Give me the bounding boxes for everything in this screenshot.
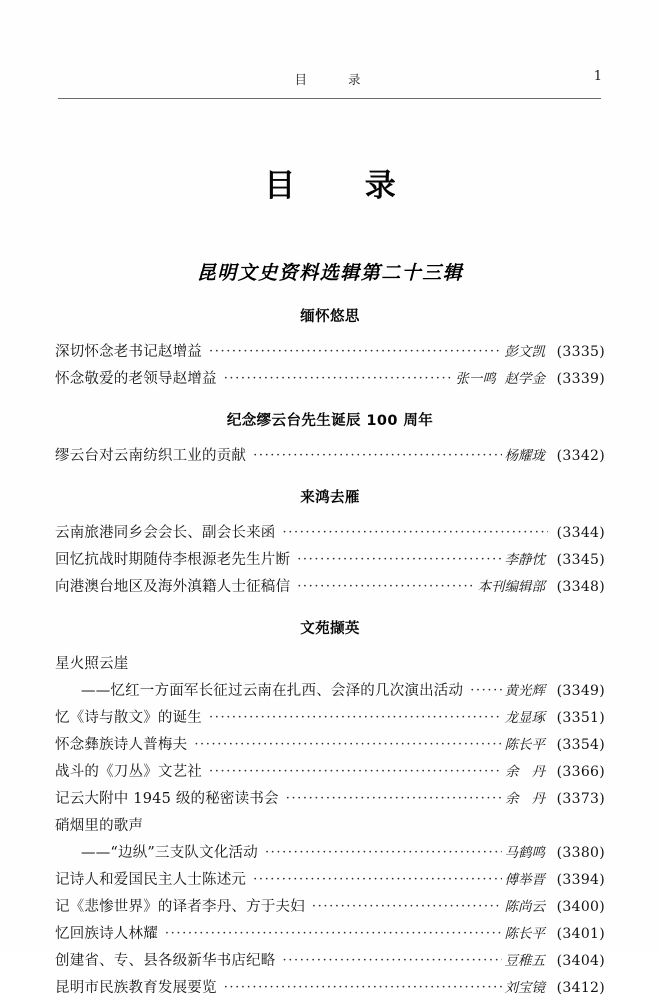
- toc-entry-page: (3345): [556, 552, 605, 568]
- toc-entry-page: (3344): [556, 525, 605, 541]
- toc-section-heading: 缅怀悠思: [300, 309, 360, 325]
- toc-entry[interactable]: [55, 867, 605, 894]
- toc-entry-author: 杨耀珑: [504, 448, 545, 464]
- toc-entry-title: 深切怀念老书记赵增益: [55, 344, 202, 360]
- leader-dots: [209, 762, 502, 776]
- toc-entry-author: 刘宝镜: [504, 980, 545, 996]
- toc-entry-page: (3335): [556, 344, 605, 360]
- leader-dots: [297, 577, 474, 591]
- leader-dots: [470, 681, 501, 695]
- toc-entry-author: 余 丹: [505, 791, 545, 807]
- toc-entry[interactable]: [55, 366, 605, 393]
- toc-entry-title: 战斗的《刀丛》文艺社: [55, 764, 202, 780]
- leader-dots: [312, 897, 502, 911]
- toc-entry-page: (3373): [556, 791, 605, 807]
- toc-section-heading: 纪念缪云台先生诞辰 100 周年: [226, 413, 434, 429]
- toc-entry-author: 李静忱: [504, 552, 545, 568]
- toc-entry-title: 昆明市民族教育发展要览: [55, 980, 217, 996]
- toc-section-heading: 来鸿去雁: [300, 490, 360, 506]
- toc-entry-page: (3412): [556, 980, 605, 996]
- toc-entry-title: 回忆抗战时期随侍李根源老先生片断: [55, 552, 291, 568]
- toc-entry[interactable]: [55, 339, 605, 366]
- page-title: 目 录: [264, 168, 412, 204]
- toc-entry-title: 忆回族诗人林耀: [55, 926, 158, 942]
- page-number: 1: [593, 69, 602, 84]
- toc-entry-page: (3348): [556, 579, 605, 595]
- leader-dots: [283, 951, 502, 965]
- toc-entry-author: 陈长平: [504, 737, 545, 753]
- toc-entry-page: (3400): [556, 899, 605, 915]
- toc-entry-title: 向港澳台地区及海外滇籍人士征稿信: [55, 579, 291, 595]
- leader-dots: [224, 369, 453, 383]
- table-of-contents: [55, 305, 605, 1002]
- toc-entry-title: 记《悲惨世界》的译者李丹、方于夫妇: [55, 899, 305, 915]
- toc-entry[interactable]: [55, 732, 605, 759]
- toc-entry-title: 怀念彝族诗人普梅夫: [55, 737, 188, 753]
- toc-entry-title: ——忆红一方面军长征过云南在扎西、会泽的几次演出活动: [81, 683, 464, 699]
- toc-entry-title-standalone[interactable]: 硝烟里的歌声: [55, 818, 144, 834]
- leader-dots: [283, 523, 549, 537]
- toc-entry-page: (3339): [556, 371, 605, 387]
- toc-entry[interactable]: [55, 443, 605, 470]
- toc-entry-title: 记云大附中 1945 级的秘密读书会: [55, 791, 279, 807]
- toc-entry[interactable]: [55, 547, 605, 574]
- toc-entry-page: (3351): [556, 710, 605, 726]
- toc-entry[interactable]: [55, 975, 605, 1002]
- toc-entry[interactable]: [55, 678, 605, 705]
- leader-dots: [297, 550, 501, 564]
- toc-entry-author: 彭文凯: [504, 344, 545, 360]
- leader-dots: [165, 924, 502, 938]
- toc-entry-title: 创建省、专、县各级新华书店纪略: [55, 953, 276, 969]
- toc-entry-author: 豆稚五: [504, 953, 545, 969]
- toc-entry-title: 记诗人和爱国民主人士陈述元: [55, 872, 247, 888]
- toc-entry-page: (3401): [556, 926, 605, 942]
- toc-entry-author: 龙显琢: [504, 710, 545, 726]
- toc-entry-author: 张一鸣 赵学金: [455, 371, 545, 387]
- toc-entry[interactable]: [55, 948, 605, 975]
- toc-entry[interactable]: [55, 786, 605, 813]
- toc-entry-page: (3366): [556, 764, 605, 780]
- toc-entry-title: 忆《诗与散文》的诞生: [55, 710, 202, 726]
- leader-dots: [253, 446, 501, 460]
- toc-entry-page: (3354): [556, 737, 605, 753]
- toc-entry[interactable]: [55, 574, 605, 601]
- leader-dots: [265, 843, 502, 857]
- toc-entry[interactable]: [55, 921, 605, 948]
- toc-entry-page: (3380): [556, 845, 605, 861]
- volume-subtitle: 昆明文史资料选辑第二十三辑: [196, 262, 464, 284]
- toc-entry-author: 黄光辉: [504, 683, 545, 699]
- toc-entry-page: (3349): [556, 683, 605, 699]
- header-rule: [58, 98, 601, 99]
- toc-entry[interactable]: [55, 759, 605, 786]
- toc-entry-page: (3342): [556, 448, 605, 464]
- leader-dots: [286, 789, 502, 803]
- toc-entry-title: ——“边纵”三支队文化活动: [81, 845, 258, 861]
- toc-entry[interactable]: [55, 705, 605, 732]
- toc-entry-author: 陈长平: [504, 926, 545, 942]
- toc-entry[interactable]: [55, 520, 605, 547]
- toc-entry-page: (3404): [556, 953, 605, 969]
- toc-entry-author: 马鹤鸣: [504, 845, 545, 861]
- running-header: [58, 70, 602, 92]
- toc-entry-title: 怀念敬爱的老领导赵增益: [55, 371, 217, 387]
- toc-entry-author: 余 丹: [505, 764, 545, 780]
- leader-dots: [209, 708, 502, 722]
- toc-entry-author: 傅举晋: [504, 872, 545, 888]
- leader-dots: [209, 342, 502, 356]
- leader-dots: [194, 735, 501, 749]
- running-header-title: 目 录: [294, 72, 366, 87]
- toc-entry-title-standalone[interactable]: 星火照云崖: [55, 656, 129, 672]
- toc-entry-title: 缪云台对云南纺织工业的贡献: [55, 448, 247, 464]
- toc-entry-page: (3394): [556, 872, 605, 888]
- leader-dots: [253, 870, 501, 884]
- toc-entry[interactable]: [55, 840, 605, 867]
- toc-entry-title: 云南旅港同乡会会长、副会长来函: [55, 525, 276, 541]
- toc-entry-author: 本刊编辑部: [477, 579, 545, 595]
- toc-entry[interactable]: [55, 894, 605, 921]
- leader-dots: [224, 978, 502, 992]
- toc-entry-author: 陈尚云: [504, 899, 545, 915]
- toc-section-heading: 文苑撷英: [300, 621, 360, 637]
